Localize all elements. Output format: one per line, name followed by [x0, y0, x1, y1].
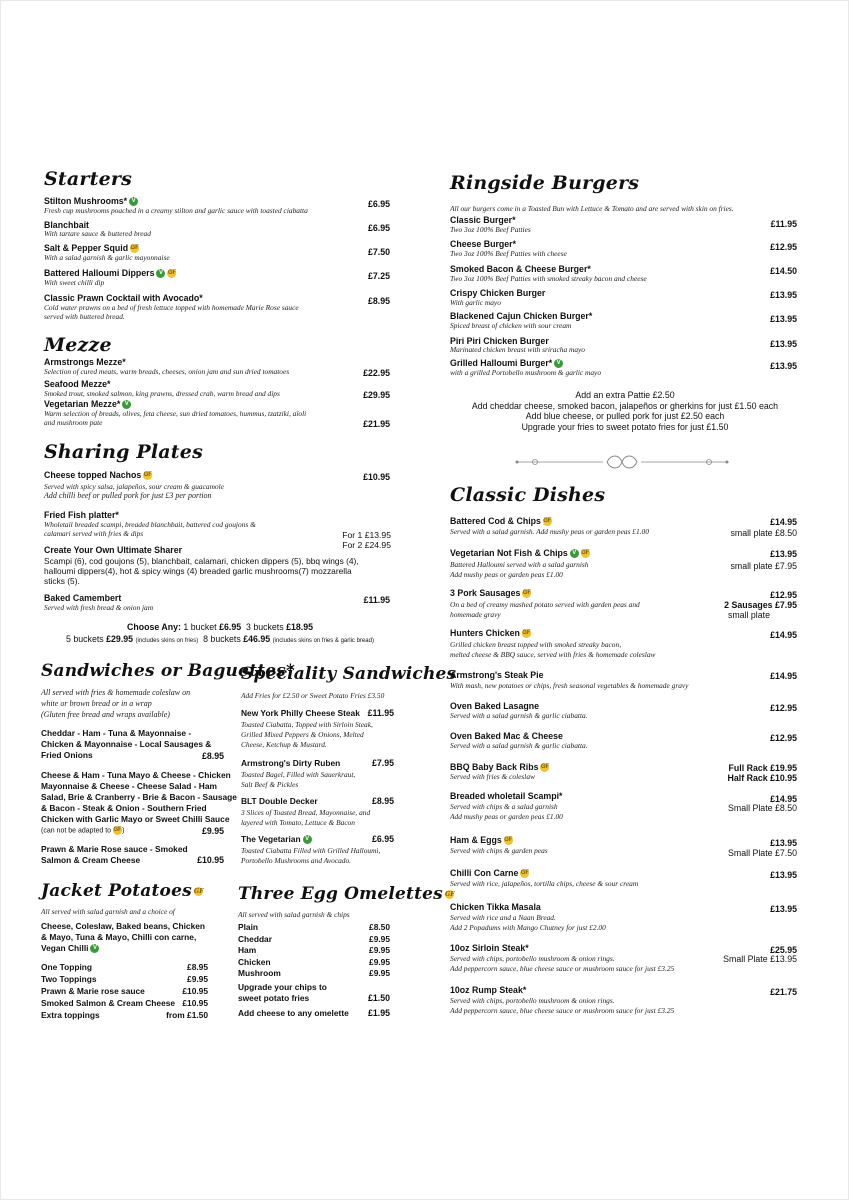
- menu-item-price: £12.95: [770, 242, 797, 252]
- gluten-free-icon: GF: [130, 245, 139, 252]
- menu-item-desc: Served with rice and a Naan Bread. Add 2 Popadums with Mango Chutney for just £2.00: [450, 913, 606, 932]
- menu-item-desc: Battered Halloumi served with a salad garnish Add mushy peas or garden peas £1.00: [450, 560, 589, 579]
- gluten-free-icon: GF: [520, 870, 530, 877]
- menu-item-price: For 2 £24.95: [342, 540, 391, 550]
- vegetarian-icon: V: [122, 400, 131, 409]
- menu-item-price: £12.95: [770, 733, 797, 743]
- menu-item-price: £29.95: [363, 390, 390, 400]
- menu-item-name: Blanchbait: [44, 220, 89, 230]
- sandwiches-intro: white or brown bread or in a wrap: [41, 699, 152, 708]
- menu-item-price: £21.75: [770, 987, 797, 997]
- gluten-free-icon: GF: [193, 888, 204, 895]
- menu-item-price: £1.95: [367, 1008, 390, 1018]
- menu-item-desc: With mash, new potatoes or chips, fresh seasonal vegetables & homemade gravy: [450, 681, 689, 690]
- menu-item-price: £10.95: [363, 472, 390, 482]
- gluten-free-icon: GF: [444, 891, 455, 898]
- menu-item-desc: 3 Slices of Toasted Bread, Mayonnaise, and layered with Tomato, Lettuce & Bacon: [241, 808, 371, 827]
- menu-item-desc: Served with spicy salsa, jalapeños, sour cream & guacamole: [44, 482, 224, 491]
- menu-item-price: £8.95: [201, 751, 224, 761]
- menu-item-desc: Two 3oz 100% Beef Patties with smoked streaky bacon and cheese: [450, 274, 647, 283]
- jacket-intro: All served with salad garnish and a choice of: [41, 907, 175, 916]
- menu-item-price: £13.95: [770, 339, 797, 349]
- menu-item-desc: Wholetail breaded scampi, breaded blanchbait, battered cod goujons &: [44, 520, 256, 529]
- menu-item-price-small: Small Plate £7.50: [728, 848, 797, 858]
- sandwiches-intro: All served with fries & homemade coleslaw on: [41, 688, 191, 697]
- menu-item-name: Vegetarian Mezze* V: [44, 399, 131, 409]
- menu-item-price: £13.95: [770, 549, 797, 559]
- menu-item-name: Fried Fish platter*: [44, 510, 119, 520]
- menu-item-price: £21.95: [363, 419, 390, 429]
- menu-item-name: Armstrongs Mezze*: [44, 357, 126, 367]
- menu-item-price: £13.95: [770, 904, 797, 914]
- menu-item-price-small: Small Plate £8.50: [728, 803, 797, 813]
- menu-item-desc: Served with chips & a salad garnish Add mushy peas or garden peas £1.00: [450, 802, 563, 821]
- menu-item-name: Cheese Burger*: [450, 239, 517, 249]
- menu-item-desc: Served with a salad garnish. Add mushy peas or garden peas £1.00: [450, 527, 649, 536]
- menu-item-name: 10oz Rump Steak*: [450, 985, 527, 995]
- menu-item-name: BBQ Baby Back Ribs GF: [450, 762, 550, 772]
- menu-item-name: Cheese topped Nachos GF: [44, 470, 152, 480]
- menu-item-price: £12.95: [770, 590, 797, 600]
- menu-item-price: £25.95: [770, 945, 797, 955]
- menu-item-name: Oven Baked Mac & Cheese: [450, 731, 563, 741]
- gluten-free-icon: GF: [522, 590, 532, 597]
- gluten-free-icon: GF: [504, 837, 513, 844]
- menu-item-name: Crispy Chicken Burger: [450, 288, 546, 298]
- menu-item-desc: Served with chips & garden peas: [450, 846, 548, 855]
- menu-item-price: £11.95: [367, 708, 394, 718]
- sandwich-note: (can not be adapted to GF): [41, 827, 125, 835]
- menu-item-desc: with a grilled Portobello mushroom & garlic mayo: [450, 368, 602, 377]
- vegetarian-icon: V: [554, 359, 563, 368]
- menu-item-desc: Served with fries & coleslaw: [450, 772, 535, 781]
- menu-item-desc: halloumi dippers(4), hot & spicy wings (4) breaded garlic mushrooms(7) mozzarella: [44, 566, 352, 576]
- menu-item-extra: Add chilli beef or pulled pork for just £3 per portion: [44, 491, 212, 500]
- menu-item-desc: calamari served with fries & dips: [44, 529, 144, 538]
- gluten-free-icon: GF: [581, 550, 590, 557]
- menu-item-desc: Warm selection of breads, olives, feta cheese, sun dried tomatoes, hummus, tzatziki, aïoli: [44, 409, 307, 418]
- menu-item-name: Armstrong's Dirty Ruben: [241, 758, 341, 768]
- gluten-free-icon: GF: [543, 518, 552, 525]
- menu-item-desc: served with buttered bread.: [44, 312, 125, 321]
- menu-item-name: Breaded wholetail Scampi*: [450, 791, 563, 801]
- menu-item-price-note: small plate: [727, 610, 770, 620]
- mezze-heading: Mezze: [44, 334, 112, 356]
- menu-item-price: £14.95: [770, 794, 797, 804]
- menu-item-desc: Toasted Ciabatta, Topped with Sirloin Steak, Grilled Mixed Peppers & Onions, Melted Cheese, Ketchup & Mustard.: [241, 720, 373, 749]
- menu-item-price: £9.95: [201, 826, 224, 836]
- menu-item-desc: Toasted Ciabatta Filled with Grilled Halloumi, Portobello Mushrooms and Avocado.: [241, 846, 381, 865]
- menu-item-name: Oven Baked Lasagne: [450, 701, 539, 711]
- menu-item-price: £7.95: [371, 758, 394, 768]
- menu-item-name: Smoked Bacon & Cheese Burger*: [450, 264, 591, 274]
- menu-item-price: £13.95: [770, 314, 797, 324]
- menu-item-desc: Two 3oz 100% Beef Patties: [450, 225, 531, 234]
- menu-item-name: Vegetarian Not Fish & Chips V GF: [450, 548, 590, 558]
- menu-item-desc: Scampi (6), cod goujons (5), blanchbait, calamari, chicken dippers (5), bbq wings (4),: [44, 556, 359, 566]
- menu-item-desc: With tartare sauce & buttered bread: [44, 229, 151, 238]
- menu-item-name: Chilli Con Carne GF: [450, 868, 530, 878]
- vegetarian-icon: V: [303, 835, 312, 844]
- menu-item-name: New York Philly Cheese Steak: [241, 708, 360, 718]
- menu-item-desc: With garlic mayo: [450, 298, 501, 307]
- menu-item-price-small: small plate £8.50: [730, 528, 797, 538]
- menu-item-name: Classic Prawn Cocktail with Avocado*: [44, 293, 203, 303]
- menu-item-price: £8.95: [371, 796, 394, 806]
- menu-item-price: £6.95: [367, 199, 390, 209]
- vegetarian-icon: V: [90, 944, 99, 953]
- menu-item-desc: Selection of cured meats, warm breads, cheeses, onion jam and sun dried tomatoes: [44, 367, 290, 376]
- menu-item-name: Armstrong's Steak Pie: [450, 670, 544, 680]
- gluten-free-icon: GF: [113, 827, 122, 833]
- menu-item-desc: Served with a salad garnish & garlic ciabatta.: [450, 711, 588, 720]
- menu-item-desc: Served with chips, portobello mushroom & onion rings. Add peppercorn sauce, blue cheese sauce or mushroom sauce for just £3.25: [450, 996, 675, 1015]
- menu-item-price: £13.95: [770, 838, 797, 848]
- menu-item-price-small: 2 Sausages £7.95: [724, 600, 797, 610]
- menu-item-price: £14.95: [770, 517, 797, 527]
- speciality-intro: Add Fries for £2.50 or Sweet Potato Fries £3.50: [241, 691, 385, 700]
- omelettes-heading: Three Egg Omelettes GF: [238, 884, 455, 904]
- menu-item-price: £14.95: [770, 671, 797, 681]
- jacket-fillings: Cheese, Coleslaw, Baked beans, Chicken & Mayo, Tuna & Mayo, Chilli con carne, Vegan Chilli V: [41, 921, 205, 953]
- menu-item-price-small: Half Rack £10.95: [727, 773, 797, 783]
- menu-item-price: Full Rack £19.95: [728, 763, 797, 773]
- omelette-items: Plain Cheddar Ham Chicken Mushroom: [238, 922, 281, 979]
- menu-item-name: Stilton Mushrooms* V: [44, 196, 138, 206]
- omelettes-intro: All served with salad garnish & chips: [238, 910, 350, 919]
- menu-item-price: £7.50: [367, 247, 390, 257]
- omelette-upgrade: Upgrade your chips to sweet potato fries: [238, 982, 327, 1003]
- menu-item-price: £1.50: [367, 993, 390, 1003]
- ornament-divider: [515, 452, 729, 472]
- menu-item-desc: Toasted Bagel, Filled with Sauerkraut, Salt Beef & Pickles: [241, 770, 356, 789]
- menu-item-price: £13.95: [770, 361, 797, 371]
- gluten-free-icon: GF: [540, 764, 550, 771]
- menu-item-desc: Served with a salad garnish & garlic ciabatta.: [450, 741, 588, 750]
- menu-item-name: 3 Pork Sausages GF: [450, 588, 532, 598]
- menu-item-name: Blackened Cajun Chicken Burger*: [450, 311, 593, 321]
- menu-item-name: Battered Halloumi Dippers V GF: [44, 268, 177, 278]
- menu-item-price: £6.95: [371, 834, 394, 844]
- sandwiches-intro: (Gluten free bread and wraps available): [41, 710, 170, 719]
- sandwiches-heading: Sandwiches or Baguettes*: [41, 661, 296, 681]
- sandwich-group-2: Cheese & Ham - Tuna Mayo & Cheese - Chicken Mayonnaise & Cheese - Cheese Salad - Ham Salad, Brie & Cranberry - Brie & Bacon - Sausage & Bacon - Steak & Onion - Southern Fried Chicken with Garlic Mayo or Sweet Chilli Sauce: [41, 770, 237, 824]
- menu-item-name: Piri Piri Chicken Burger: [450, 336, 549, 346]
- menu-item-price: £13.95: [770, 290, 797, 300]
- menu-item-desc: Served with fresh bread & onion jam: [44, 603, 154, 612]
- menu-item-price: £7.25: [367, 271, 390, 281]
- gluten-free-icon: GF: [143, 472, 152, 479]
- menu-item-desc: Smoked trout, smoked salmon, king prawns, dressed crab, warm bread and dips: [44, 389, 280, 398]
- menu-item-price: £14.50: [770, 266, 797, 276]
- menu-item-price-small: Small Plate £13.95: [723, 954, 797, 964]
- menu-item-price: £12.95: [770, 703, 797, 713]
- jacket-prices: £8.95 £9.95 £10.95 £10.95 from £1.50: [166, 962, 208, 1020]
- menu-item-price: £8.95: [367, 296, 390, 306]
- sandwich-group-3: Prawn & Marie Rose sauce - Smoked Salmon & Cream Cheese: [41, 844, 188, 865]
- menu-item-price: £11.95: [363, 595, 390, 605]
- gluten-free-icon: GF: [167, 270, 177, 277]
- sandwich-group-1: Cheddar - Ham - Tuna & Mayonnaise - Chicken & Mayonnaise - Local Sausages & Fried Onions: [41, 728, 212, 760]
- bucket-offer-line: 5 buckets £29.95 (includes skins on fries) 8 buckets £46.95 (includes skins on fries & garlic bread): [66, 634, 374, 644]
- classic-heading: Classic Dishes: [450, 484, 606, 506]
- menu-item-desc: and mushroom pate: [44, 418, 103, 427]
- menu-item-name: Salt & Pepper Squid GF: [44, 243, 139, 253]
- menu-item-name: Create Your Own Ultimate Sharer: [44, 545, 183, 555]
- menu-item-name: The Vegetarian V: [241, 834, 312, 844]
- gluten-free-icon: GF: [522, 630, 531, 637]
- menu-item-desc: Cold water prawns on a bed of fresh lettuce topped with homemade Marie Rose sauce: [44, 303, 299, 312]
- menu-item-name: Ham & Eggs GF: [450, 835, 513, 845]
- menu-item-desc: Spiced breast of chicken with sour cream: [450, 321, 572, 330]
- menu-item-name: Classic Burger*: [450, 215, 516, 225]
- menu-item-price: For 1 £13.95: [342, 530, 391, 540]
- menu-item-desc: Grilled chicken breast topped with smoked streaky bacon, melted cheese & BBQ sauce, served with fries & homemade coleslaw: [450, 640, 656, 659]
- menu-item-desc: Two 3oz 100% Beef Patties with cheese: [450, 249, 567, 258]
- omelette-cheese: Add cheese to any omelette: [238, 1008, 349, 1018]
- menu-item-desc: With sweet chilli dip: [44, 278, 105, 287]
- menu-item-price: £6.95: [367, 223, 390, 233]
- jacket-heading: Jacket Potatoes GF: [41, 881, 204, 901]
- starters-heading: Starters: [44, 168, 132, 190]
- menu-item-desc: With a salad garnish & garlic mayonnaise: [44, 253, 170, 262]
- vegetarian-icon: V: [129, 197, 138, 206]
- menu-item-price: £13.95: [770, 870, 797, 880]
- menu-item-price: £10.95: [197, 855, 224, 865]
- speciality-heading: Speciality Sandwiches: [241, 664, 457, 684]
- menu-item-desc: On a bed of creamy mashed potato served with garden peas and homemade gravy: [450, 600, 640, 619]
- menu-item-desc: Served with chips, portobello mushroom & onion rings. Add peppercorn sauce, blue cheese sauce or mushroom sauce for just £3.25: [450, 954, 675, 973]
- menu-item-name: Chicken Tikka Masala: [450, 902, 541, 912]
- menu-item-name: Baked Camembert: [44, 593, 122, 603]
- menu-item-name: Grilled Halloumi Burger* V: [450, 358, 563, 368]
- burger-extras: Add an extra Pattie £2.50 Add cheddar cheese, smoked bacon, jalapeños or gherkins for just £1.50 each Add blue cheese, or pulled pork for just £2.50 each Upgrade your fries to sweet potato fries for just £1.50: [471, 390, 779, 432]
- sharing-heading: Sharing Plates: [44, 441, 203, 463]
- burgers-intro: All our burgers come in a Toasted Bun with Lettuce & Tomato and are served with skin on fries.: [450, 204, 734, 213]
- menu-item-name: Battered Cod & Chips GF: [450, 516, 552, 526]
- menu-item-desc: Marinated chicken breast with sriracha mayo: [450, 345, 585, 354]
- vegetarian-icon: V: [156, 269, 165, 278]
- burgers-heading: Ringside Burgers: [450, 172, 640, 194]
- menu-item-name: BLT Double Decker: [241, 796, 318, 806]
- menu-item-price: £22.95: [363, 368, 390, 378]
- menu-item-price-small: small plate £7.95: [730, 561, 797, 571]
- jacket-items: One Topping Two Toppings Prawn & Marie rose sauce Smoked Salmon & Cream Cheese Extra toppings: [41, 962, 176, 1020]
- vegetarian-icon: V: [570, 549, 579, 558]
- menu-item-name: Hunters Chicken GF: [450, 628, 531, 638]
- menu-item-price: £14.95: [770, 630, 797, 640]
- bucket-offer-line: Choose Any: 1 bucket £6.95 3 buckets £18.95: [126, 622, 314, 632]
- menu-item-desc: Served with rice, jalapeños, tortilla chips, cheese & sour cream: [450, 879, 639, 888]
- menu-item-name: 10oz Sirloin Steak*: [450, 943, 529, 953]
- omelette-prices: £8.50 £9.95 £9.95 £9.95 £9.95: [369, 922, 390, 979]
- menu-item-desc: sticks (5).: [44, 576, 80, 586]
- menu-item-name: Seafood Mezze*: [44, 379, 111, 389]
- menu-item-price: £11.95: [770, 219, 797, 229]
- menu-item-desc: Fresh cup mushrooms poached in a creamy stilton and garlic sauce with toasted ciabatta: [44, 206, 308, 215]
